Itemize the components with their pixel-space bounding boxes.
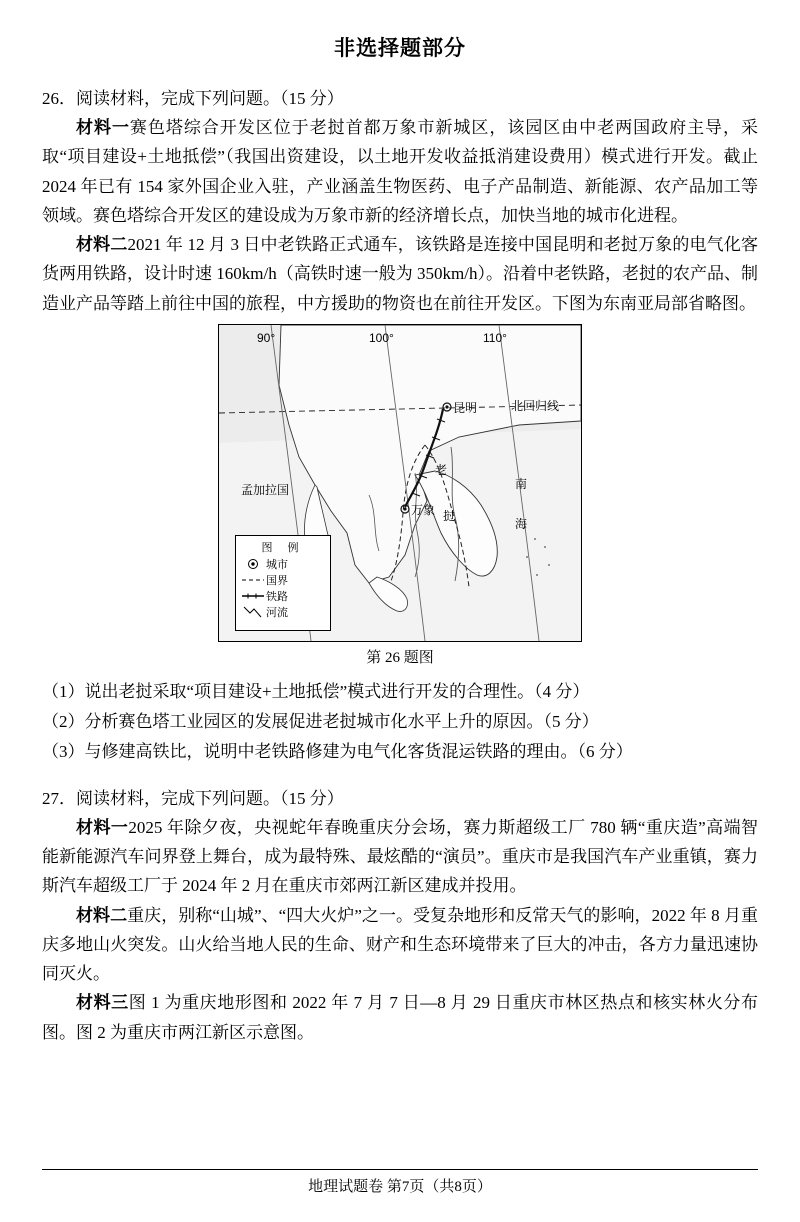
question-26-item-1: （1）说出老挝采取“项目建设+土地抵偿”模式进行开发的合理性。（4 分） — [42, 681, 590, 701]
sea-label-nan: 南 — [515, 476, 528, 491]
legend-title: 图 例 — [261, 541, 305, 554]
figure-caption-26: 第 26 题图 — [366, 649, 434, 666]
question-27-material-1 — [42, 813, 758, 901]
material-label: 材料一 — [76, 118, 130, 138]
material-text: 赛色塔综合开发区位于老挝首都万象市新城区，该园区由中老两国政府主导，采取“项目建设+土地抵偿”（我国出资建设，以土地开发收益抵消建设费用）模式进行开发。截止 2024 年已有 154 家外国企业入驻，产业涵盖生物医药、电子产品制造、新能源、农产品加工等领域。赛色塔综合开发区的建设成为万象市新的经济增长点，加快当地的城市化进程。 — [42, 118, 759, 225]
longitude-label-90: 90° — [257, 330, 276, 345]
material-text: 2025 年除夕夜，央视蛇年春晚重庆分会场，赛力斯超级工厂 780 辆“重庆造”高端智能新能源汽车问界登上舞台，成为最特殊、最炫酷的“演员”。重庆市是我国汽车产业重镇，赛力斯汽车超级工厂于 2024 年 2 月在重庆市郊两江新区建成并投用。 — [42, 817, 759, 896]
country-label-laos-2: 挝 — [443, 508, 456, 523]
city-label-vientiane: 万象 — [411, 502, 436, 517]
region-label-bangladesh: 孟加拉国 — [241, 482, 290, 497]
question-26-figure — [218, 324, 582, 667]
border-icon — [240, 575, 266, 585]
material-text: 图 1 为重庆地形图和 2022 年 7 月 7 日—8 月 29 日重庆市林区热点和核实林火分布图。图 2 为重庆市两江新区示意图。 — [42, 993, 759, 1042]
material-label: 材料三 — [76, 993, 129, 1013]
sea-label-hai: 海 — [515, 516, 528, 531]
legend-label-city: 城市 — [266, 558, 288, 571]
material-label: 材料一 — [76, 817, 129, 837]
question-26-item-3: （3）与修建高铁比，说明中老铁路修建为电气化客货混运铁路的理由。（6 分） — [42, 742, 633, 762]
question-26-material-1 — [42, 113, 758, 230]
exam-page — [0, 32, 800, 1222]
question-27-material-2 — [42, 901, 758, 989]
legend-label-railway: 铁路 — [266, 590, 288, 603]
legend-label-border: 国界 — [266, 574, 288, 587]
question-27-heading: 27．阅读材料，完成下列问题。（15 分） — [42, 788, 344, 808]
material-label: 材料二 — [76, 235, 128, 255]
question-27-material-3 — [42, 988, 758, 1046]
legend-item-railway — [240, 588, 326, 604]
material-text: 重庆，别称“山城”、“四大火炉”之一。受复杂地形和反常天气的影响，2022 年 8 月重庆多地山火突发。山火给当地人民的生命、财产和生态环境带来了巨大的冲击，各方力量迅速协同灭火。 — [42, 905, 759, 984]
legend-item-border — [240, 572, 326, 588]
page-footer: 地理试题卷 第7页（共8页） — [42, 1169, 758, 1196]
question-26-material-2 — [42, 230, 758, 318]
legend-item-river — [240, 604, 326, 620]
map-graphic — [218, 324, 582, 642]
city-label-kunming: 昆明 — [453, 400, 478, 415]
question-26-item-2: （2）分析赛色塔工业园区的发展促进老挝城市化水平上升的原因。（5 分） — [42, 712, 599, 732]
map-legend — [235, 535, 331, 631]
tropic-of-cancer-label: 北回归线 — [511, 398, 560, 413]
longitude-label-110: 110° — [483, 330, 507, 345]
legend-item-city — [240, 556, 326, 572]
city-icon — [240, 557, 266, 571]
page-title: 非选择题部分 — [334, 36, 466, 60]
river-icon — [240, 606, 266, 618]
legend-label-river: 河流 — [266, 606, 288, 619]
country-label-laos-1: 老 — [435, 462, 448, 477]
longitude-label-100: 100° — [369, 330, 394, 345]
question-26-heading: 26．阅读材料，完成下列问题。（15 分） — [42, 89, 344, 108]
material-label: 材料二 — [76, 905, 128, 925]
railway-icon — [240, 591, 266, 601]
material-text: 2021 年 12 月 3 日中老铁路正式通车，该铁路是连接中国昆明和老挝万象的电气化客货两用铁路，设计时速 160km/h（高铁时速一般为 350km/h）。沿着中老铁路，老挝的农产品、制造业产品等踏上前往中国的旅程，中方援助的物资也在前往开发区。下图为东南亚局部省略图。 — [42, 235, 759, 313]
